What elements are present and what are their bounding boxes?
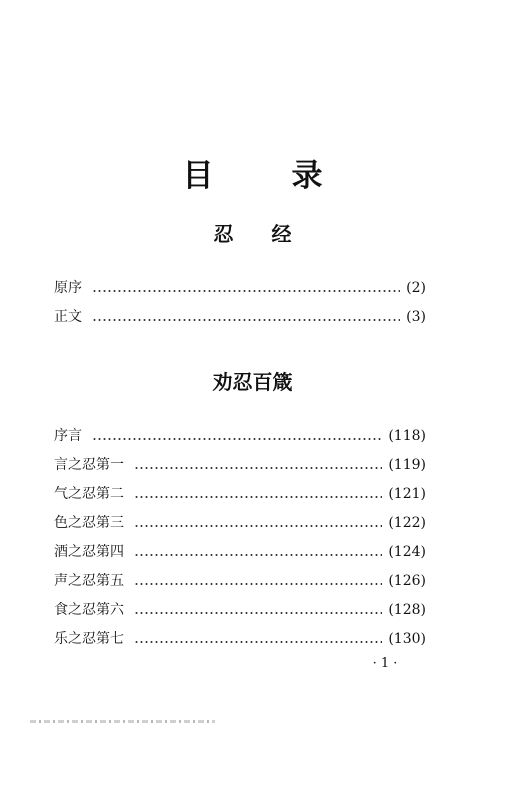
toc-entry-page: (118): [388, 428, 426, 444]
section-title-char-2: 经: [271, 222, 292, 246]
toc-entry-page: (2): [406, 280, 426, 296]
toc-entry-label: 言之忍第一: [54, 457, 124, 473]
toc-entry-label: 气之忍第二: [54, 486, 124, 502]
toc-entry-page: (130): [388, 631, 426, 647]
toc-entry[interactable]: [54, 277, 426, 299]
toc-entry[interactable]: [54, 425, 426, 447]
section-title-renjing: [0, 218, 505, 247]
page-title-char-1: 目: [182, 158, 214, 194]
dot-leader: [134, 525, 382, 527]
toc-entry-label: 声之忍第五: [54, 573, 124, 589]
toc-entry-page: (3): [406, 309, 426, 325]
dot-leader: [134, 612, 382, 614]
dot-leader: [92, 438, 382, 440]
toc-entry[interactable]: [54, 483, 426, 505]
toc-entry[interactable]: [54, 306, 426, 328]
toc-entry[interactable]: [54, 570, 426, 592]
dot-leader: [134, 554, 382, 556]
toc-entry-page: (128): [388, 602, 426, 618]
dot-leader: [92, 290, 400, 292]
toc-entry-page: (122): [388, 515, 426, 531]
dot-leader: [134, 467, 382, 469]
toc-entry-label: 原序: [54, 280, 82, 296]
toc-entry-label: 序言: [54, 428, 82, 444]
dot-leader: [134, 583, 382, 585]
toc-entry-page: (119): [388, 457, 426, 473]
toc-entry-page: (121): [388, 486, 426, 502]
toc-entry-label: 食之忍第六: [54, 602, 124, 618]
section-title-char-1: 忍: [213, 222, 234, 246]
dot-leader: [92, 319, 400, 321]
toc-entry-label: 酒之忍第四: [54, 544, 124, 560]
toc-entry-page: (126): [388, 573, 426, 589]
toc-entry-page: (124): [388, 544, 426, 560]
scan-artifact: [30, 720, 215, 723]
page-title-char-2: 录: [291, 158, 323, 194]
toc-entry[interactable]: [54, 541, 426, 563]
toc-entry[interactable]: [54, 512, 426, 534]
page-title: [0, 150, 505, 195]
toc-entry-label: 色之忍第三: [54, 515, 124, 531]
toc-entry[interactable]: [54, 454, 426, 476]
toc-entry-label: 乐之忍第七: [54, 631, 124, 647]
toc-entry[interactable]: [54, 599, 426, 621]
toc-entry-label: 正文: [54, 309, 82, 325]
dot-leader: [134, 496, 382, 498]
section-title-quanren: 劝忍百箴: [212, 370, 293, 394]
dot-leader: [134, 641, 382, 643]
page-number: · 1 ·: [372, 656, 398, 671]
toc-entry[interactable]: [54, 628, 426, 650]
